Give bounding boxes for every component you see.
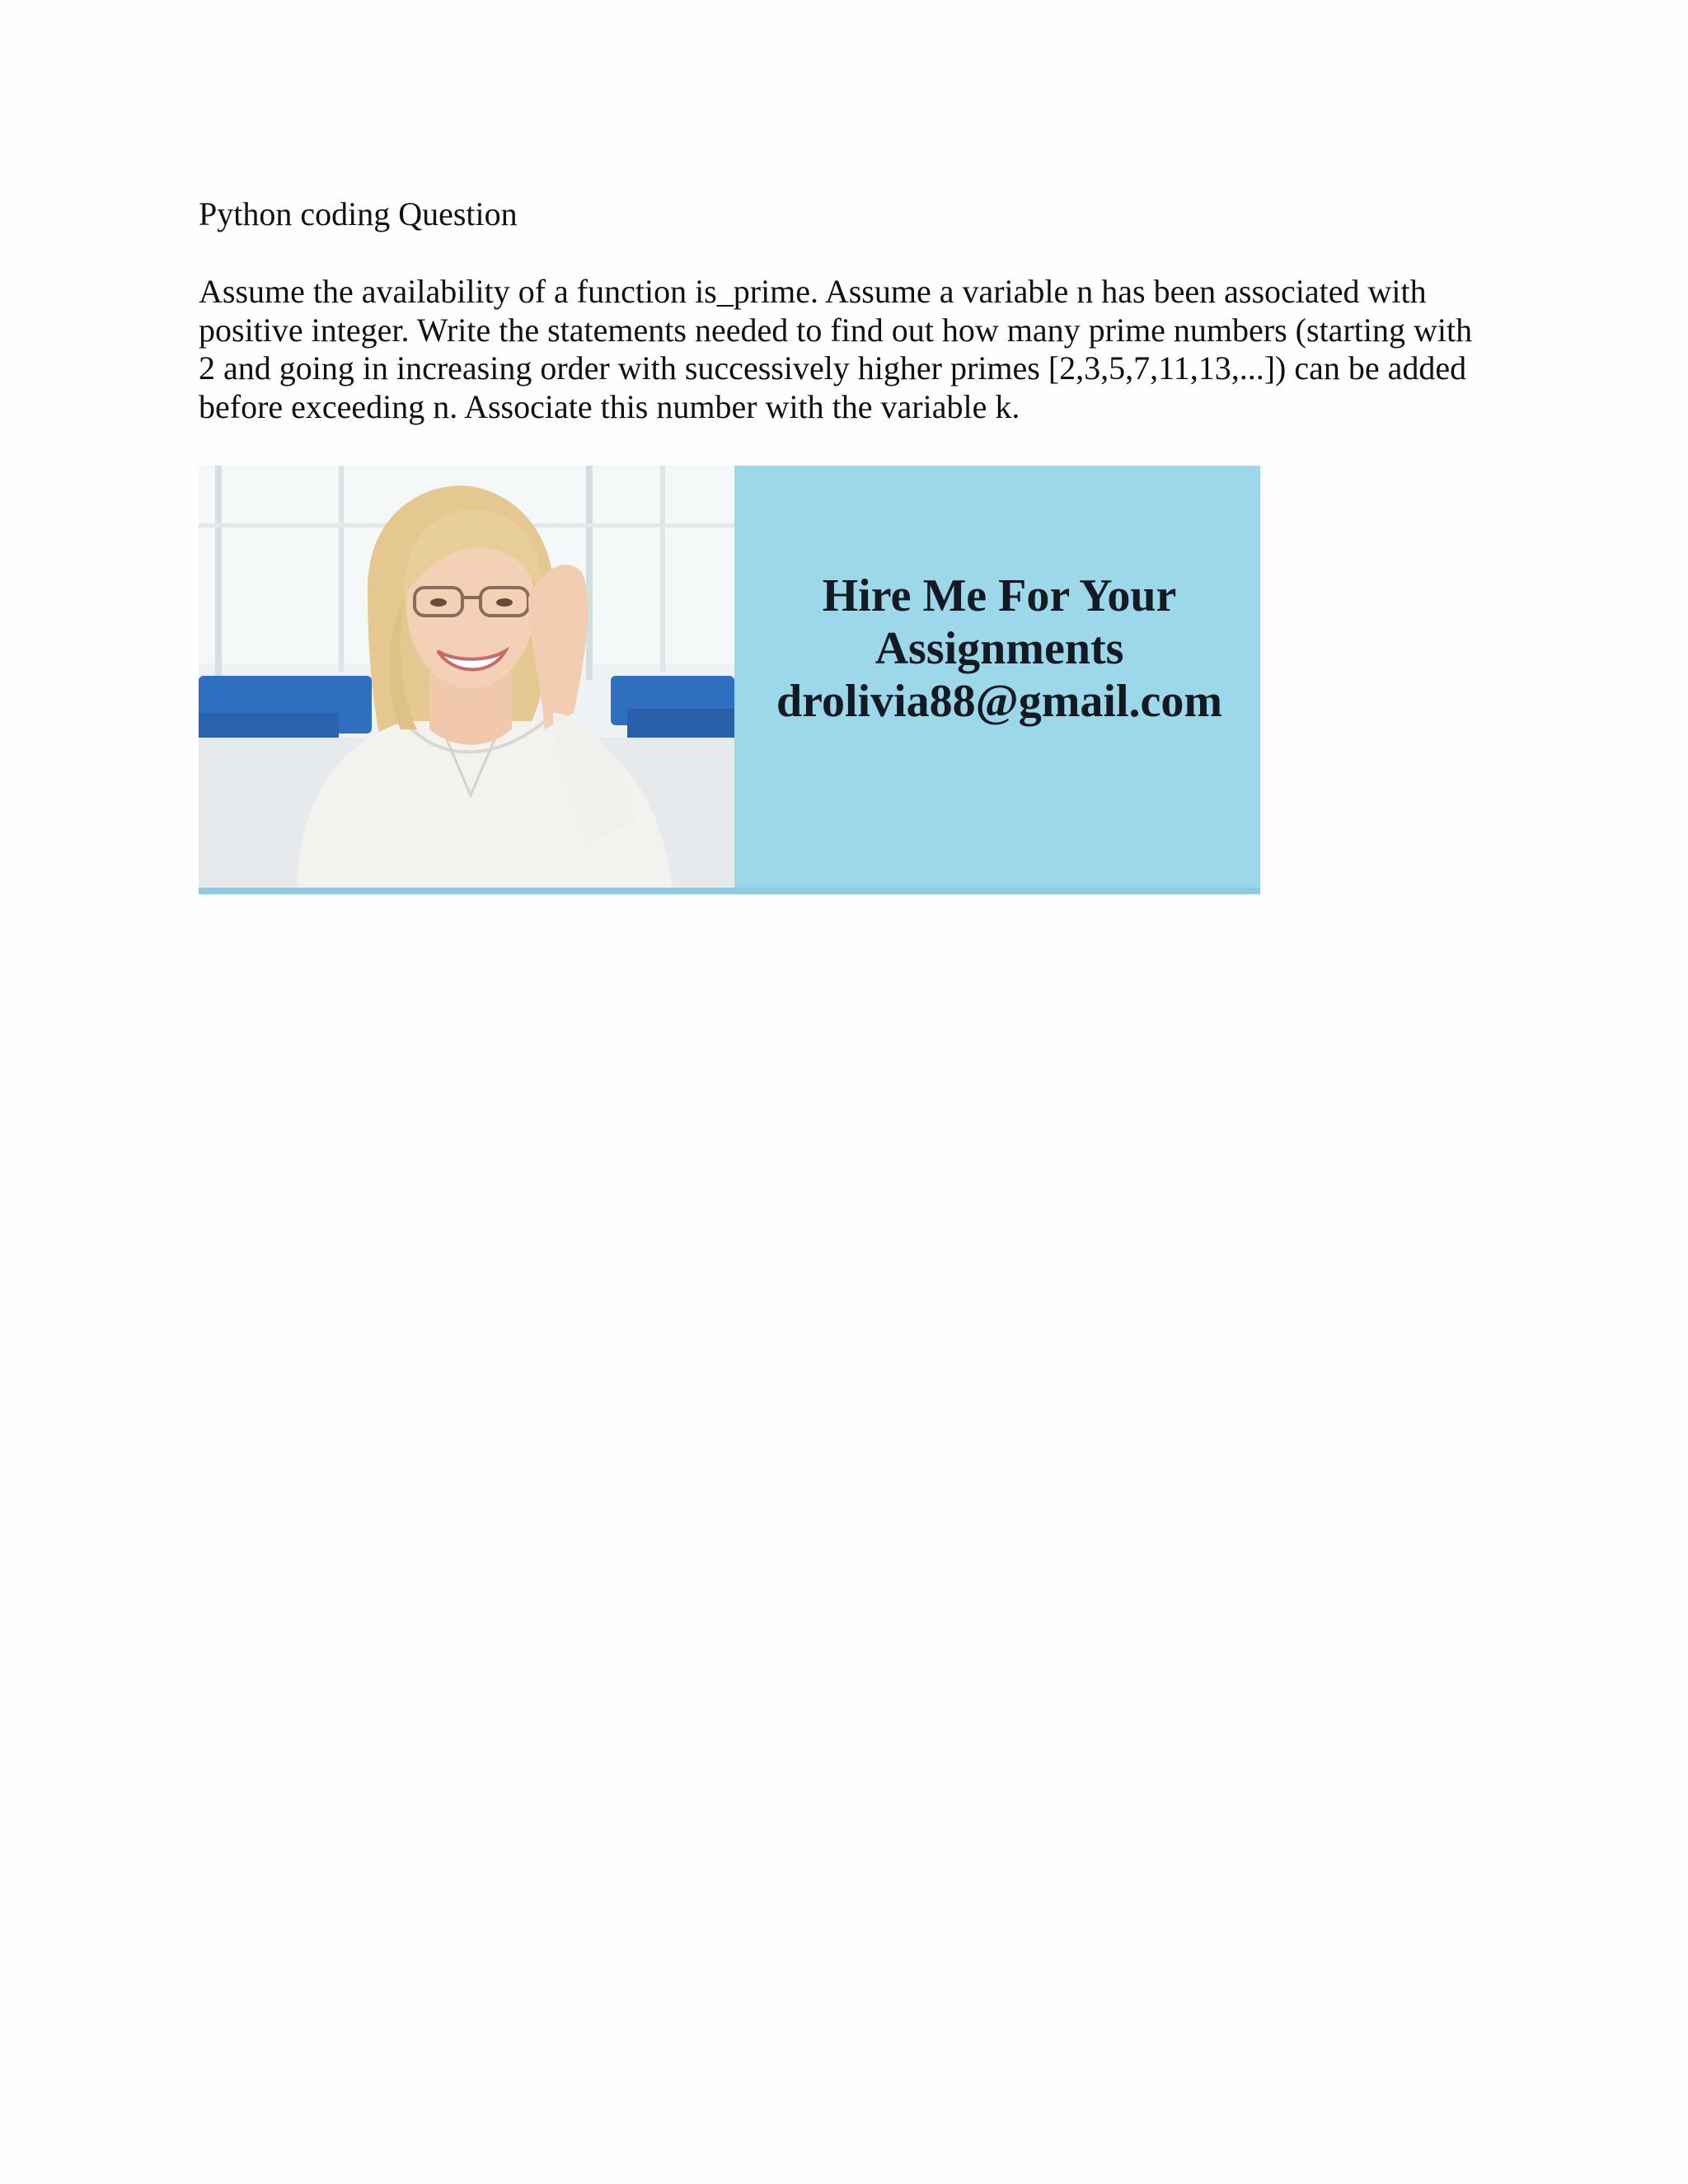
question-paragraph xyxy=(199,273,1567,426)
banner-line: Hire Me For Your xyxy=(822,570,1177,621)
paragraph-line: Assume the availability of a function is_prime. Assume a variable n has been associated with xyxy=(199,273,1427,310)
paragraph-line: 2 and going in increasing order with successively higher primes [2,3,5,7,11,13,...]) can be added xyxy=(199,349,1467,387)
paragraph-line: positive integer. Write the statements needed to find out how many prime numbers (starting with xyxy=(199,311,1473,349)
banner-line: Assignments xyxy=(874,623,1124,674)
banner-bottom-strip xyxy=(199,888,1260,894)
banner-email: drolivia88@gmail.com xyxy=(776,676,1223,727)
woman-with-glasses-photo xyxy=(199,466,734,888)
advertisement-banner xyxy=(199,466,1260,894)
paragraph-line: before exceeding n. Associate this number with the variable k. xyxy=(199,387,1020,425)
question-heading: Python coding Question xyxy=(199,195,518,232)
banner-text xyxy=(738,569,1260,728)
